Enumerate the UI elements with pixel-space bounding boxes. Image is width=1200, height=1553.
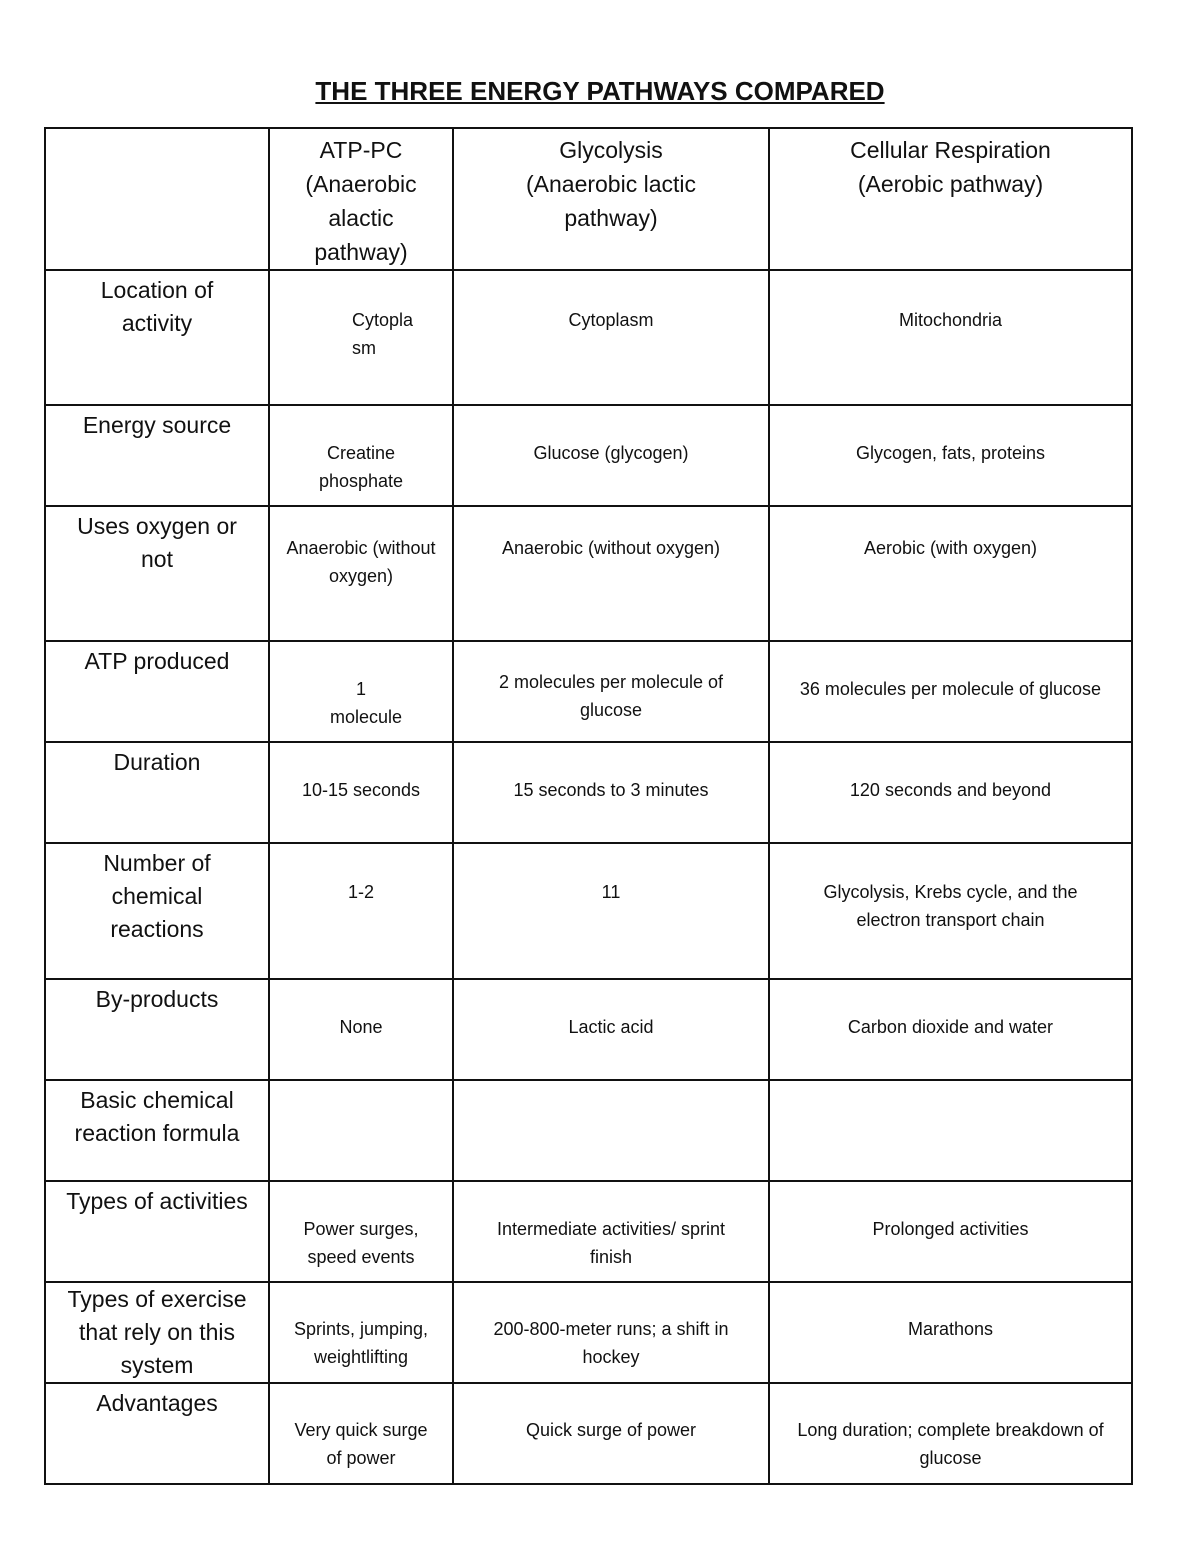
row-label-atp-produced: ATP produced	[45, 641, 269, 742]
cell-activities-glycolysis: Intermediate activities/ sprint finish	[453, 1181, 769, 1282]
cell-byproducts-cellular-respiration: Carbon dioxide and water	[769, 979, 1132, 1080]
table-row	[45, 506, 1132, 641]
table-row	[45, 270, 1132, 405]
cell-atp-cellular-respiration: 36 molecules per molecule of glucose	[769, 641, 1132, 742]
table-row	[45, 641, 1132, 742]
header-row	[45, 128, 1132, 270]
column-header-atp-pc: ATP-PC (Anaerobic alactic pathway)	[269, 128, 453, 270]
cell-advantages-cellular-respiration: Long duration; complete breakdown of glucose	[769, 1383, 1132, 1484]
cell-formula-atp-pc	[269, 1080, 453, 1181]
row-label-duration: Duration	[45, 742, 269, 843]
row-label-by-products: By-products	[45, 979, 269, 1080]
column-header-cellular-respiration: Cellular Respiration (Aerobic pathway)	[769, 128, 1132, 270]
corner-cell	[45, 128, 269, 270]
cell-exercise-cellular-respiration: Marathons	[769, 1282, 1132, 1383]
cell-advantages-atp-pc: Very quick surge of power	[269, 1383, 453, 1484]
table-row	[45, 1181, 1132, 1282]
cell-oxygen-atp-pc: Anaerobic (without oxygen)	[269, 506, 453, 641]
cell-location-cellular-respiration: Mitochondria	[769, 270, 1132, 405]
row-label-reaction-formula: Basic chemical reaction formula	[45, 1080, 269, 1181]
cell-oxygen-cellular-respiration: Aerobic (with oxygen)	[769, 506, 1132, 641]
cell-activities-atp-pc: Power surges, speed events	[269, 1181, 453, 1282]
row-label-chemical-reactions: Number of chemical reactions	[45, 843, 269, 979]
cell-advantages-glycolysis: Quick surge of power	[453, 1383, 769, 1484]
cell-energy-glycolysis: Glucose (glycogen)	[453, 405, 769, 506]
cell-location-glycolysis: Cytoplasm	[453, 270, 769, 405]
cell-reactions-glycolysis: 11	[453, 843, 769, 979]
row-label-oxygen: Uses oxygen or not	[45, 506, 269, 641]
cell-duration-cellular-respiration: 120 seconds and beyond	[769, 742, 1132, 843]
table-row	[45, 1282, 1132, 1383]
cell-location-atp-pc: Cytoplasm	[269, 270, 453, 405]
row-label-location: Location of activity	[45, 270, 269, 405]
cell-activities-cellular-respiration: Prolonged activities	[769, 1181, 1132, 1282]
cell-reactions-atp-pc: 1-2	[269, 843, 453, 979]
column-header-glycolysis: Glycolysis (Anaerobic lactic pathway)	[453, 128, 769, 270]
cell-byproducts-glycolysis: Lactic acid	[453, 979, 769, 1080]
document-title: THE THREE ENERGY PATHWAYS COMPARED	[315, 76, 885, 106]
cell-reactions-cellular-respiration: Glycolysis, Krebs cycle, and the electron transport chain	[769, 843, 1132, 979]
cell-duration-glycolysis: 15 seconds to 3 minutes	[453, 742, 769, 843]
table-row	[45, 979, 1132, 1080]
row-label-advantages: Advantages	[45, 1383, 269, 1484]
row-label-energy-source: Energy source	[45, 405, 269, 506]
cell-energy-cellular-respiration: Glycogen, fats, proteins	[769, 405, 1132, 506]
cell-atp-glycolysis: 2 molecules per molecule of glucose	[453, 641, 769, 742]
row-label-types-of-exercise: Types of exercise that rely on this system	[45, 1282, 269, 1383]
cell-atp-atp-pc: 1 molecule	[269, 641, 453, 742]
row-label-types-of-activities: Types of activities	[45, 1181, 269, 1282]
comparison-table	[44, 127, 1133, 1485]
cell-exercise-atp-pc: Sprints, jumping, weightlifting	[269, 1282, 453, 1383]
cell-energy-atp-pc: Creatine phosphate	[269, 405, 453, 506]
cell-duration-atp-pc: 10-15 seconds	[269, 742, 453, 843]
cell-formula-cellular-respiration	[769, 1080, 1132, 1181]
cell-oxygen-glycolysis: Anaerobic (without oxygen)	[453, 506, 769, 641]
table-row	[45, 1383, 1132, 1484]
table-row	[45, 742, 1132, 843]
cell-exercise-glycolysis: 200-800-meter runs; a shift in hockey	[453, 1282, 769, 1383]
cell-byproducts-atp-pc: None	[269, 979, 453, 1080]
cell-formula-glycolysis	[453, 1080, 769, 1181]
table-row	[45, 843, 1132, 979]
table-row	[45, 405, 1132, 506]
table-row	[45, 1080, 1132, 1181]
